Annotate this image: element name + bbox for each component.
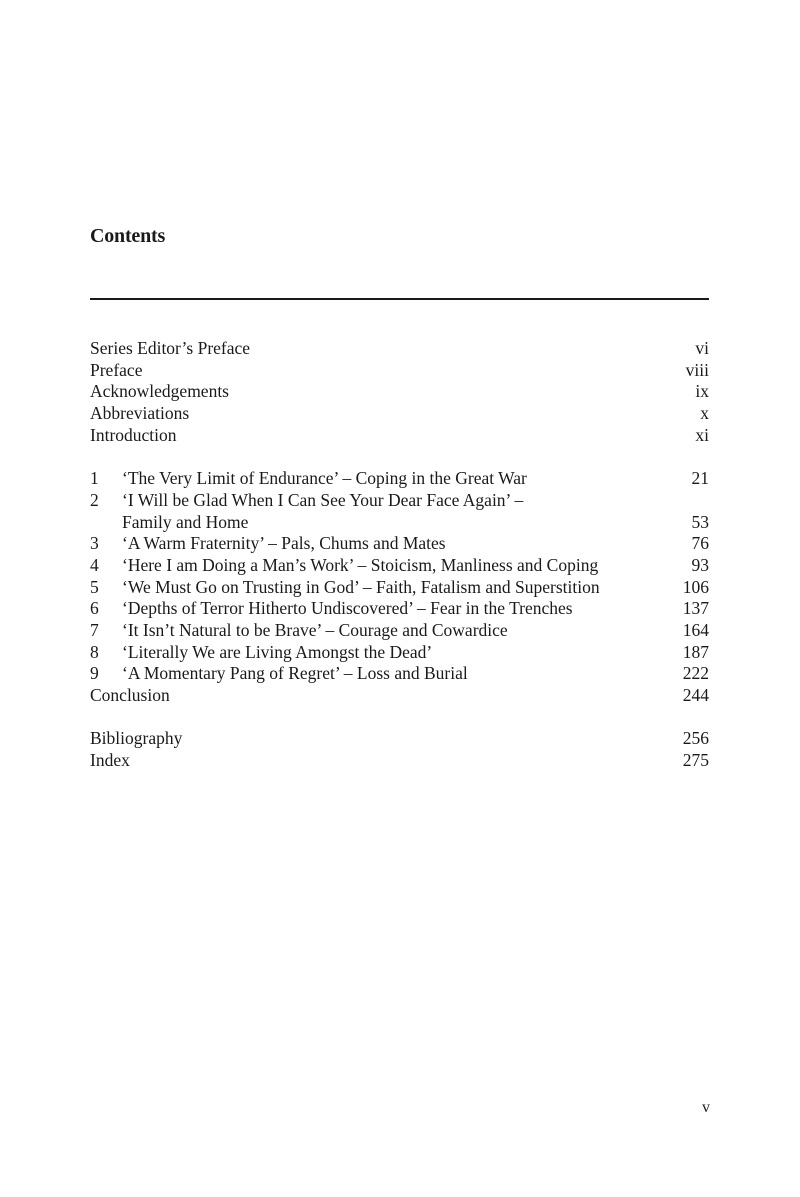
section-gap: [90, 707, 709, 729]
toc-entry-page: vi: [695, 338, 709, 358]
chapter-page: 21: [691, 468, 709, 489]
toc-entry-title: Bibliography: [90, 728, 183, 749]
toc-entry-title: Preface: [90, 359, 143, 380]
toc-entry-page: x: [700, 403, 709, 424]
toc-chapter-5[interactable]: [90, 577, 709, 599]
toc-entry-title: Acknowledgements: [90, 381, 229, 402]
chapter-page: 187: [682, 641, 709, 662]
toc-entry-bibliography[interactable]: [90, 728, 709, 750]
chapter-title: ‘The Very Limit of Endurance’ – Coping in the Great War: [122, 468, 527, 489]
toc-entry-conclusion[interactable]: [90, 685, 709, 707]
heading-rule: [90, 298, 709, 300]
chapter-title: ‘Literally We are Living Amongst the Dead’: [122, 641, 433, 662]
table-of-contents: [90, 338, 709, 772]
chapter-number: 7: [90, 619, 99, 640]
toc-chapter-1[interactable]: [90, 468, 709, 490]
contents-heading: Contents: [90, 225, 166, 247]
chapter-number: 2: [90, 489, 99, 510]
toc-entry-abbreviations[interactable]: [90, 403, 709, 425]
toc-entry-title: Index: [90, 750, 130, 771]
toc-entry-title: Introduction: [90, 424, 177, 445]
section-gap: [90, 446, 709, 468]
page-folio: v: [702, 1099, 710, 1116]
toc-chapter-2[interactable]: [90, 490, 709, 512]
chapter-title: ‘It Isn’t Natural to be Brave’ – Courage and Cowardice: [122, 619, 508, 640]
chapter-page: 53: [691, 511, 709, 532]
toc-chapter-4[interactable]: [90, 555, 709, 577]
chapter-title: ‘Here I am Doing a Man’s Work’ – Stoicism, Manliness and Coping: [122, 554, 599, 575]
toc-chapter-7[interactable]: [90, 620, 709, 642]
toc-entry-preface[interactable]: [90, 360, 709, 382]
toc-entry-title: Conclusion: [90, 685, 170, 705]
chapter-title: ‘I Will be Glad When I Can See Your Dear Face Again’ –: [122, 489, 524, 510]
toc-chapter-8[interactable]: [90, 642, 709, 664]
chapter-page: 164: [682, 619, 709, 640]
chapter-title: ‘A Momentary Pang of Regret’ – Loss and Burial: [122, 663, 468, 684]
chapter-number: 3: [90, 533, 99, 554]
chapter-title: ‘We Must Go on Trusting in God’ – Faith, Fatalism and Superstition: [122, 576, 600, 597]
chapter-page: 222: [682, 663, 709, 684]
chapter-page: 137: [682, 598, 709, 619]
toc-entry-introduction[interactable]: [90, 425, 709, 447]
chapter-title: ‘A Warm Fraternity’ – Pals, Chums and Mates: [122, 533, 446, 554]
chapter-number: 1: [90, 468, 99, 489]
toc-entry-page: viii: [685, 359, 709, 380]
toc-entry-page: 256: [682, 728, 709, 749]
toc-entry-title: Abbreviations: [90, 403, 190, 424]
chapter-number: 4: [90, 554, 99, 575]
toc-chapter-9[interactable]: [90, 663, 709, 685]
toc-entry-series-editors-preface[interactable]: [90, 338, 709, 360]
chapter-page: 93: [691, 554, 709, 575]
chapter-title: ‘Depths of Terror Hitherto Undiscovered’ – Fear in the Trenches: [122, 598, 573, 619]
chapter-number: 5: [90, 576, 99, 597]
toc-entry-page: ix: [695, 381, 709, 402]
toc-chapter-2-continued[interactable]: [90, 512, 709, 534]
toc-entry-title: Series Editor’s Preface: [90, 338, 251, 358]
toc-entry-index[interactable]: [90, 750, 709, 772]
chapter-page: 76: [691, 533, 709, 554]
chapter-title-continued: Family and Home: [122, 511, 249, 532]
chapter-page: 106: [682, 576, 709, 597]
toc-chapter-3[interactable]: [90, 533, 709, 555]
toc-entry-page: 244: [682, 685, 709, 705]
chapter-number: 9: [90, 663, 99, 684]
chapter-number: 8: [90, 641, 99, 662]
toc-entry-page: 275: [682, 750, 709, 771]
toc-chapter-6[interactable]: [90, 598, 709, 620]
toc-entry-acknowledgements[interactable]: [90, 381, 709, 403]
chapter-number: 6: [90, 598, 99, 619]
toc-entry-page: xi: [695, 424, 709, 445]
